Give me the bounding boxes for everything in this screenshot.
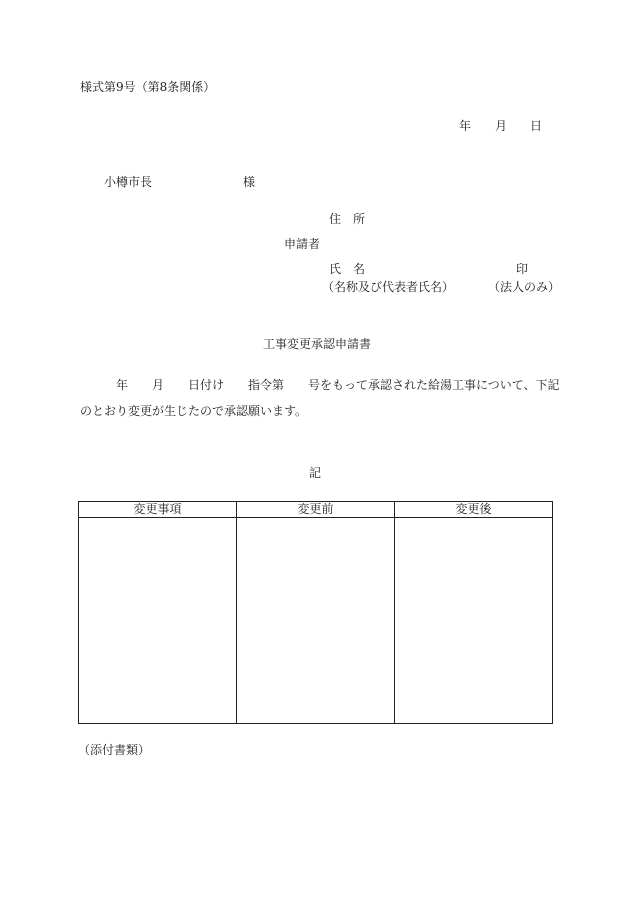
seal-label: 印 — [516, 262, 529, 276]
attachments-label: （添付書類） — [78, 743, 151, 757]
ki-label: 記 — [309, 466, 322, 480]
date-day: 日 — [530, 119, 543, 133]
body-line-1: 年 月 日付け 指令第 号をもって承認された給湯工事について、下記 — [116, 378, 560, 392]
header-after-change: 変更後 — [395, 502, 553, 518]
addressee-name: 小樽市長 — [104, 175, 153, 189]
cell-after-change[interactable] — [395, 518, 553, 724]
applicant-role-label: 申請者 — [284, 237, 321, 251]
cell-before-change[interactable] — [237, 518, 395, 724]
form-number: 様式第9号（第8条関係） — [80, 80, 216, 94]
cell-change-item[interactable] — [79, 518, 237, 724]
table-row — [79, 518, 553, 724]
header-before-change: 変更前 — [237, 502, 395, 518]
addressee-honorific: 様 — [243, 175, 256, 189]
body-line-2: のとおり変更が生じたので承認願います。 — [80, 404, 308, 418]
document-title: 工事変更承認申請書 — [263, 337, 372, 351]
address-label: 住 所 — [329, 212, 366, 226]
change-table — [78, 501, 553, 724]
name-label: 氏 名 — [329, 262, 366, 276]
name-note: （名称及び代表者氏名） — [322, 280, 455, 294]
header-change-item: 変更事項 — [79, 502, 237, 518]
date-year: 年 — [459, 119, 472, 133]
seal-note: （法人のみ） — [488, 280, 561, 294]
table-header-row — [79, 502, 553, 518]
date-month: 月 — [495, 119, 508, 133]
